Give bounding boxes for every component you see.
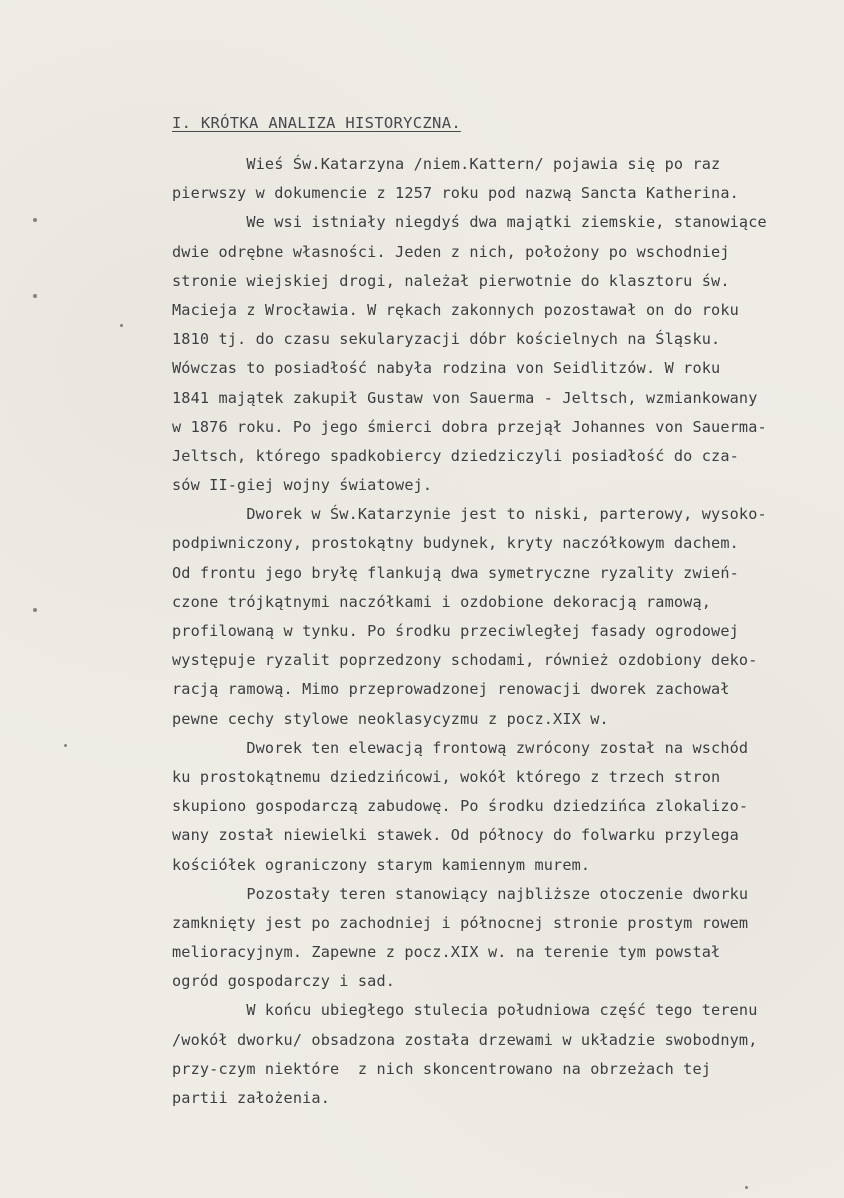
text-line: pewne cechy stylowe neoklasycyzmu z pocz.XIX w. bbox=[172, 709, 609, 728]
document-body bbox=[172, 150, 842, 1113]
text-line: w 1876 roku. Po jego śmierci dobra przejął Johannes von Sauerma- bbox=[172, 417, 767, 436]
section-heading: I. KRÓTKA ANALIZA HISTORYCZNA. bbox=[172, 114, 461, 132]
text-line: zamknięty jest po zachodniej i północnej stronie prostym rowem bbox=[172, 913, 749, 932]
text-line: dwie odrębne własności. Jeden z nich, położony po wschodniej bbox=[172, 242, 730, 261]
text-line: Jeltsch, którego spadkobiercy dziedziczyli posiadłość do cza- bbox=[172, 446, 739, 465]
text-line: Macieja z Wrocławia. W rękach zakonnych pozostawał on do roku bbox=[172, 300, 739, 319]
text-line: partii założenia. bbox=[172, 1089, 330, 1107]
text-line: We wsi istniały niegdyś dwa majątki ziemskie, stanowiące bbox=[172, 213, 767, 232]
text-line: sów II-giej wojny światowej. bbox=[172, 476, 433, 495]
text-line: stronie wiejskiej drogi, należał pierwotnie do klasztoru św. bbox=[172, 271, 730, 290]
text-line: przy-czym niektóre z nich skoncentrowano na obrzeżach tej bbox=[172, 1059, 712, 1078]
text-line: występuje ryzalit poprzedzony schodami, również ozdobiony deko- bbox=[172, 651, 758, 670]
text-line: melioracyjnym. Zapewne z pocz.XIX w. na terenie tym powstał bbox=[172, 943, 721, 962]
text-line: ogród gospodarczy i sad. bbox=[172, 972, 396, 991]
text-line: kościółek ograniczony starym kamiennym murem. bbox=[172, 855, 591, 874]
text-line: Dworek w Św.Katarzynie jest to niski, parterowy, wysoko- bbox=[172, 505, 767, 524]
text-line: czone trójkątnymi naczółkami i ozdobione dekoracją ramową, bbox=[172, 592, 712, 611]
paper-speck bbox=[33, 294, 37, 298]
text-line: skupiono gospodarczą zabudowę. Po środku dziedzińca zlokalizo- bbox=[172, 797, 749, 816]
text-line: Od frontu jego bryłę flankują dwa symetryczne ryzality zwień- bbox=[172, 563, 739, 582]
paper-speck bbox=[33, 218, 37, 222]
text-line: Wówczas to posiadłość nabyła rodzina von Seidlitzów. W roku bbox=[172, 359, 721, 378]
text-line: racją ramową. Mimo przeprowadzonej renowacji dworek zachował bbox=[172, 680, 730, 699]
text-line: wany został niewielki stawek. Od północy do folwarku przylega bbox=[172, 826, 739, 845]
text-line: 1810 tj. do czasu sekularyzacji dóbr kościelnych na Śląsku. bbox=[172, 330, 721, 349]
paper-speck bbox=[64, 744, 67, 747]
text-line: ku prostokątnemu dziedzińcowi, wokół którego z trzech stron bbox=[172, 767, 721, 786]
paper-speck bbox=[33, 608, 37, 612]
text-line: Wieś Św.Katarzyna /niem.Kattern/ pojawia się po raz bbox=[172, 155, 721, 173]
text-line: /wokół dworku/ obsadzona została drzewami w układzie swobodnym, bbox=[172, 1030, 758, 1049]
text-line: pierwszy w dokumencie z 1257 roku pod nazwą Sancta Katherina. bbox=[172, 184, 739, 203]
text-line: podpiwniczony, prostokątny budynek, kryty naczółkowym dachem. bbox=[172, 534, 739, 553]
text-line: W końcu ubiegłego stulecia południowa część tego terenu bbox=[172, 1001, 758, 1020]
text-line: Dworek ten elewacją frontową zwrócony został na wschód bbox=[172, 738, 749, 757]
text-line: 1841 majątek zakupił Gustaw von Sauerma - Jeltsch, wzmiankowany bbox=[172, 388, 758, 407]
paper-speck bbox=[120, 324, 123, 327]
text-line: profilowaną w tynku. Po środku przeciwległej fasady ogrodowej bbox=[172, 622, 739, 640]
text-line: Pozostały teren stanowiący najbliższe otoczenie dworku bbox=[172, 884, 749, 903]
paper-speck bbox=[745, 1186, 748, 1189]
